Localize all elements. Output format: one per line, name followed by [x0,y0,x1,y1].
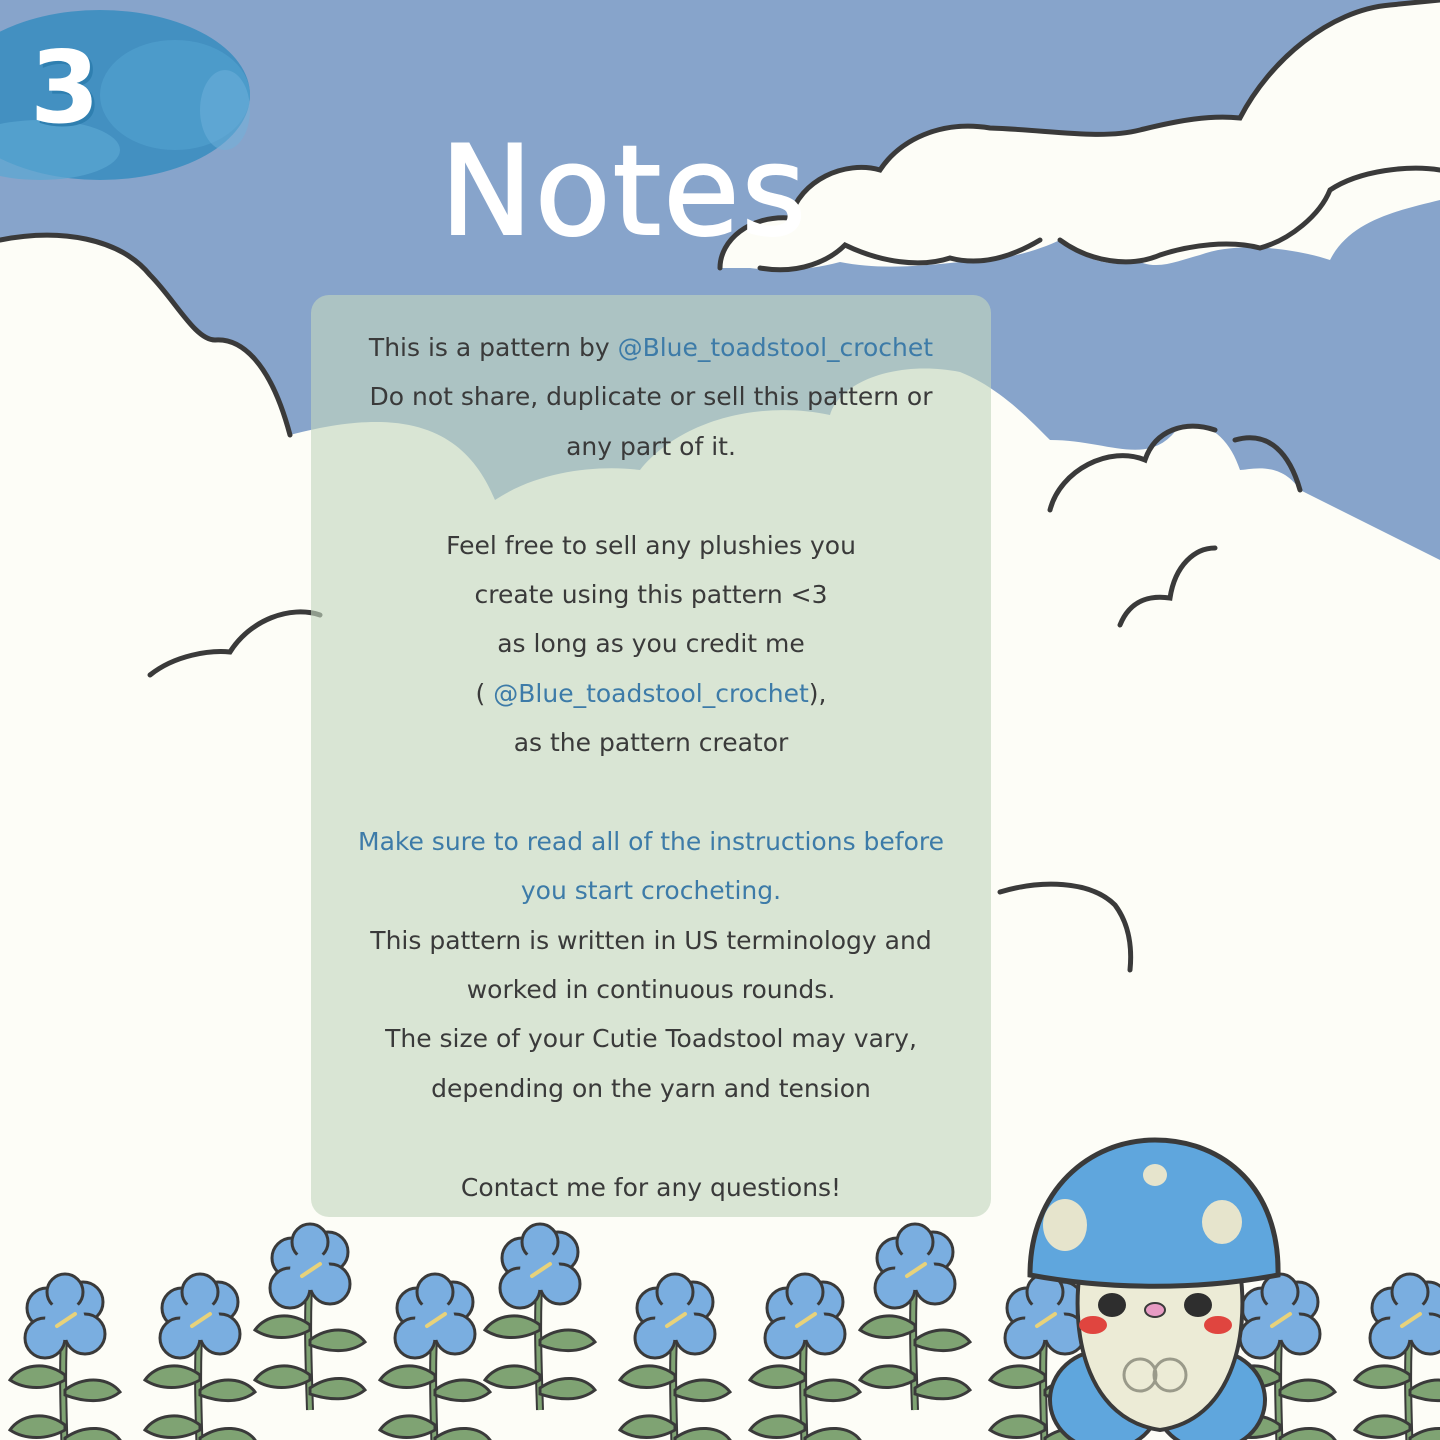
read-line-2: you start crocheting. [520,876,782,906]
us-line-2: worked in continuous rounds. [466,975,836,1005]
sell-line-1: Feel free to sell any plushies you [446,530,856,560]
sell-line-4 [331,669,971,718]
notes-panel [311,295,991,1217]
sell-line-2: create using this pattern <3 [474,579,828,609]
page-number: 3 [30,29,100,146]
size-line-2: depending on the yarn and tension [431,1073,871,1103]
page-title: Notes [440,120,809,264]
us-line-1: This pattern is written in US terminology and [370,925,932,955]
credit-prefix: This is a pattern by [368,333,610,362]
paren-open: ( [475,678,486,708]
paren-close: ), [808,678,827,708]
read-line-1: Make sure to read all of the instructions before [358,826,944,856]
no-share-line-2: any part of it. [566,431,736,461]
spacer [331,471,971,520]
sell-line-5: as the pattern creator [513,728,789,758]
creator-handle[interactable]: @Blue_toadstool_crochet [617,333,934,362]
spacer [331,1113,971,1162]
size-line-1: The size of your Cutie Toadstool may vary, [385,1024,917,1054]
creator-handle-2[interactable]: @Blue_toadstool_crochet [493,678,809,708]
spacer [331,768,971,817]
no-share-line-1: Do not share, duplicate or sell this pattern or [369,382,933,412]
sell-line-3: as long as you credit me [497,629,805,659]
contact-line: Contact me for any questions! [460,1172,842,1202]
credit-line [331,323,971,372]
